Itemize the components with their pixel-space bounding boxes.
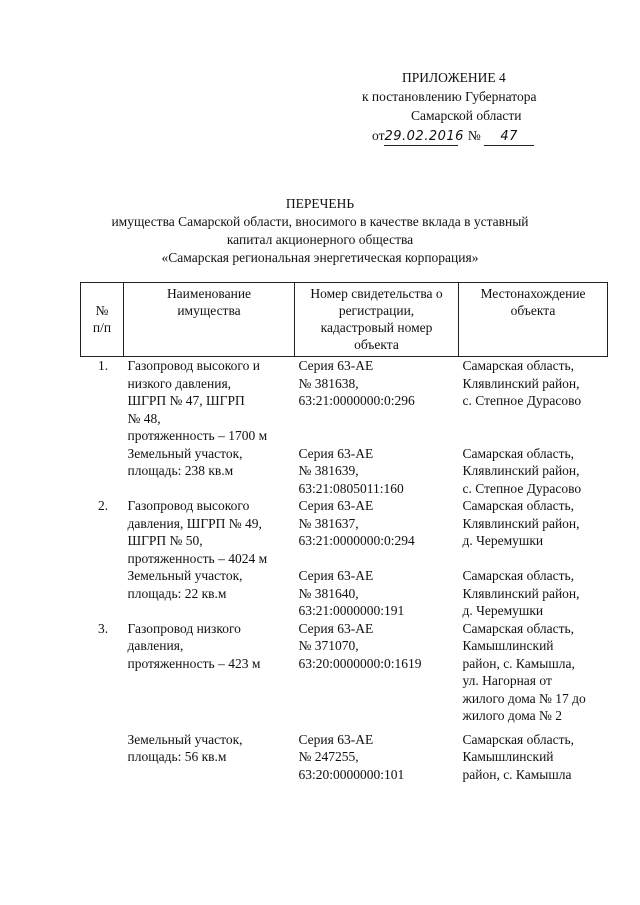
table-row — [81, 725, 608, 784]
registration-number: Серия 63-АЕ № 247255, 63:20:0000000:101 — [298, 731, 405, 782]
property-name: Земельный участок, площадь: 238 кв.м — [127, 445, 243, 478]
table-row — [81, 567, 608, 620]
property-name: Земельный участок, площадь: 22 кв.м — [127, 568, 243, 601]
row-number — [81, 445, 124, 498]
appendix-region-line: Самарской области — [411, 108, 522, 123]
registration-number: Серия 63-АЕ № 381639, 63:21:0805011:160 — [298, 445, 404, 496]
row-number: 1. — [97, 358, 109, 373]
handwritten-number: 47 — [484, 129, 534, 146]
property-name: Газопровод низкого давления, протяженность – 423 м — [127, 620, 261, 671]
registration-number: Серия 63-АЕ № 381640, 63:21:0000000:191 — [298, 568, 405, 618]
property-table — [80, 282, 608, 783]
property-location: Самарская область, Камышлинский район, с. Камышла, ул. Нагорная от жилого дома № 17 до жилого дома № 2 — [462, 620, 586, 723]
property-location: Самарская область, Камышлинский район, с. Камышла — [462, 731, 575, 782]
property-location: Самарская область, Клявлинский район, с. Степное Дурасово — [462, 358, 582, 408]
table-header-row — [81, 283, 608, 357]
property-location: Самарская область, Клявлинский район, д. Черемушки — [462, 498, 580, 548]
registration-number: Серия 63-АЕ № 371070, 63:20:0000000:0:1619 — [298, 620, 422, 671]
handwritten-date: 29.02.2016 — [384, 129, 464, 144]
appendix-date-line — [372, 128, 534, 146]
row-number — [81, 725, 124, 784]
table-row — [81, 497, 608, 567]
registration-number: Серия 63-АЕ № 381638, 63:21:0000000:0:296 — [298, 358, 415, 408]
appendix-decree-line: к постановлению Губернатора — [362, 89, 537, 104]
registration-number: Серия 63-АЕ № 381637, 63:21:0000000:0:294 — [298, 498, 415, 548]
row-number: 3. — [97, 620, 109, 636]
property-name: Газопровод высокого давления, ШГРП № 49, ШГРП № 50, протяженность – 4024 м — [127, 498, 268, 566]
document-subtitle-line-2: капитал акционерного общества — [226, 232, 414, 247]
table-row — [81, 445, 608, 498]
table-row — [81, 620, 608, 725]
column-header-name: Наименование имущества — [124, 283, 295, 357]
number-prefix: № — [467, 128, 481, 143]
property-name: Земельный участок, площадь: 56 кв.м — [127, 731, 243, 764]
property-location: Самарская область, Клявлинский район, с. Степное Дурасово — [462, 445, 582, 496]
property-location: Самарская область, Клявлинский район, д. Черемушки — [462, 568, 580, 618]
column-header-registration: Номер свидетельства о регистрации, кадастровый номер объекта — [295, 283, 459, 357]
column-header-location: Местонахождение объекта — [459, 283, 608, 357]
document-subtitle-line-3: «Самарская региональная энергетическая корпорация» — [161, 250, 479, 265]
row-number — [81, 567, 124, 620]
appendix-title: ПРИЛОЖЕНИЕ 4 — [402, 70, 506, 85]
table-row — [81, 357, 608, 445]
document-subtitle-line-1: имущества Самарской области, вносимого в качестве вклада в уставный — [111, 214, 529, 229]
document-header — [0, 195, 640, 267]
row-number: 2. — [97, 498, 109, 513]
column-header-number: № п/п — [81, 283, 124, 357]
date-prefix: от — [372, 128, 385, 143]
document-title: ПЕРЕЧЕНЬ — [285, 196, 355, 211]
property-name: Газопровод высокого и низкого давления, ШГРП № 47, ШГРП № 48, протяженность – 1700 м — [127, 358, 268, 443]
